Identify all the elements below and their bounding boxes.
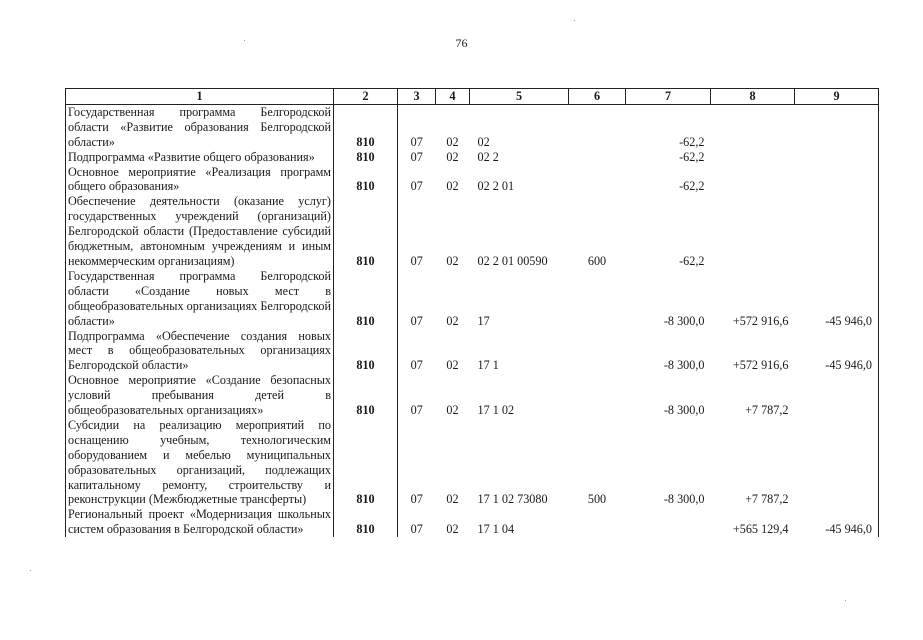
- row-description: Основное мероприятие «Создание безопасных условий пребывания детей в общеобразовательных организациях»: [66, 373, 334, 418]
- column-header-2: 2: [334, 89, 398, 105]
- row-description: Государственная программа Белгородской области «Создание новых мест в общеобразовательных организациях Белгородской области»: [66, 269, 334, 329]
- section-code: 07: [410, 403, 423, 418]
- section-code: 07: [410, 358, 423, 373]
- target-article-code: 17 1 02 73080: [477, 492, 548, 507]
- amount-col-7: [626, 507, 711, 537]
- expense-type-code: 600: [587, 253, 607, 268]
- column-header-9: 9: [795, 89, 879, 105]
- header-row: [66, 89, 879, 105]
- page-number: 76: [455, 36, 468, 50]
- target-article-code: 17: [477, 313, 490, 328]
- admin-code: 810: [334, 507, 398, 537]
- scan-speck: [244, 40, 245, 41]
- amount-col-8: +572 916,6: [732, 313, 789, 328]
- subsection-code: 02: [446, 179, 459, 194]
- table-row: [66, 329, 879, 374]
- table-row: [66, 418, 879, 507]
- table-row: [66, 150, 879, 165]
- admin-code: 810: [334, 418, 398, 507]
- row-description: Субсидии на реализацию мероприятий по оснащению учебным, технологическим оборудованием и мебелью муниципальных образовательных организаций, подлежащих капитальному ремонту, строительству и реконструкции (Межбюджетные трансферты): [66, 418, 334, 507]
- amount-col-8: +7 787,2: [745, 403, 789, 418]
- target-article-code: 02 2: [477, 149, 499, 164]
- expense-type-code: [569, 150, 626, 165]
- target-article-code: 02 2 01 00590: [477, 253, 548, 268]
- target-article-code: 02 2 01: [477, 179, 515, 194]
- table-row: [66, 104, 879, 149]
- row-description: Подпрограмма «Обеспечение создания новых мест в общеобразовательных организациях Белгородской области»: [66, 329, 334, 374]
- column-header-4: 4: [436, 89, 470, 105]
- scan-speck: [574, 20, 575, 21]
- target-article-code: 17 1 02: [477, 403, 515, 418]
- amount-col-7: -62,2: [679, 134, 705, 149]
- amount-col-9: [795, 418, 879, 507]
- admin-code: 810: [334, 165, 398, 195]
- subsection-code: 02: [446, 403, 459, 418]
- section-code: 07: [410, 179, 423, 194]
- target-article-code: 17 1: [477, 358, 499, 373]
- section-code: 07: [410, 149, 423, 164]
- admin-code: 810: [334, 150, 398, 165]
- amount-col-7: -8 300,0: [663, 492, 705, 507]
- budget-table: [65, 88, 879, 537]
- amount-col-7: -8 300,0: [663, 358, 705, 373]
- amount-col-7: -8 300,0: [663, 403, 705, 418]
- amount-col-7: -62,2: [679, 149, 705, 164]
- column-header-7: 7: [626, 89, 711, 105]
- expense-type-code: [569, 104, 626, 149]
- admin-code: 810: [334, 104, 398, 149]
- amount-col-9: [795, 194, 879, 269]
- target-article-code: 02: [477, 134, 490, 149]
- subsection-code: 02: [446, 492, 459, 507]
- amount-col-8: [711, 150, 795, 165]
- scan-speck: [30, 570, 31, 571]
- amount-col-8: [711, 194, 795, 269]
- table-row: [66, 373, 879, 418]
- section-code: 07: [410, 313, 423, 328]
- column-header-3: 3: [398, 89, 436, 105]
- subsection-code: 02: [446, 253, 459, 268]
- admin-code: 810: [334, 329, 398, 374]
- row-description: Государственная программа Белгородской области «Развитие образования Белгородской области»: [66, 104, 334, 149]
- column-header-6: 6: [569, 89, 626, 105]
- subsection-code: 02: [446, 358, 459, 373]
- section-code: 07: [410, 253, 423, 268]
- row-description: Основное мероприятие «Реализация программ общего образования»: [66, 165, 334, 195]
- amount-col-8: +7 787,2: [745, 492, 789, 507]
- expense-type-code: [569, 269, 626, 329]
- column-header-5: 5: [470, 89, 569, 105]
- amount-col-8: +572 916,6: [732, 358, 789, 373]
- amount-col-8: +565 129,4: [732, 522, 789, 537]
- amount-col-9: -45 946,0: [795, 329, 879, 374]
- table-row: [66, 194, 879, 269]
- amount-col-7: -8 300,0: [663, 313, 705, 328]
- target-article-code: 17 1 04: [477, 522, 515, 537]
- admin-code: 810: [334, 373, 398, 418]
- expense-type-code: 500: [587, 492, 607, 507]
- table-row: [66, 507, 879, 537]
- scan-speck: [845, 600, 846, 601]
- budget-table-container: [65, 88, 878, 537]
- section-code: 07: [410, 134, 423, 149]
- admin-code: 810: [334, 194, 398, 269]
- amount-col-9: [795, 373, 879, 418]
- amount-col-9: [795, 104, 879, 149]
- amount-col-7: -62,2: [679, 179, 705, 194]
- section-code: 07: [410, 522, 423, 537]
- expense-type-code: [569, 165, 626, 195]
- section-code: 07: [410, 492, 423, 507]
- expense-type-code: [569, 329, 626, 374]
- subsection-code: 02: [446, 313, 459, 328]
- table-row: [66, 269, 879, 329]
- expense-type-code: [569, 507, 626, 537]
- amount-col-8: [711, 165, 795, 195]
- amount-col-8: [711, 104, 795, 149]
- amount-col-9: [795, 150, 879, 165]
- amount-col-7: -62,2: [679, 253, 705, 268]
- row-description: Обеспечение деятельности (оказание услуг) государственных учреждений (организаций) Белгородской области (Предоставление субсидий бюджетным, автономным учреждениям и иным некоммерческим организациям): [66, 194, 334, 269]
- amount-col-9: -45 946,0: [795, 269, 879, 329]
- expense-type-code: [569, 373, 626, 418]
- admin-code: 810: [334, 269, 398, 329]
- table-row: [66, 165, 879, 195]
- amount-col-9: [795, 165, 879, 195]
- row-description: Подпрограмма «Развитие общего образования»: [66, 150, 334, 165]
- table-body: [66, 104, 879, 537]
- amount-col-9: -45 946,0: [795, 507, 879, 537]
- subsection-code: 02: [446, 522, 459, 537]
- subsection-code: 02: [446, 134, 459, 149]
- column-header-1: 1: [66, 89, 334, 105]
- row-description: Региональный проект «Модернизация школьных систем образования в Белгородской области»: [66, 507, 334, 537]
- column-header-8: 8: [711, 89, 795, 105]
- table-header: [66, 89, 879, 105]
- subsection-code: 02: [446, 149, 459, 164]
